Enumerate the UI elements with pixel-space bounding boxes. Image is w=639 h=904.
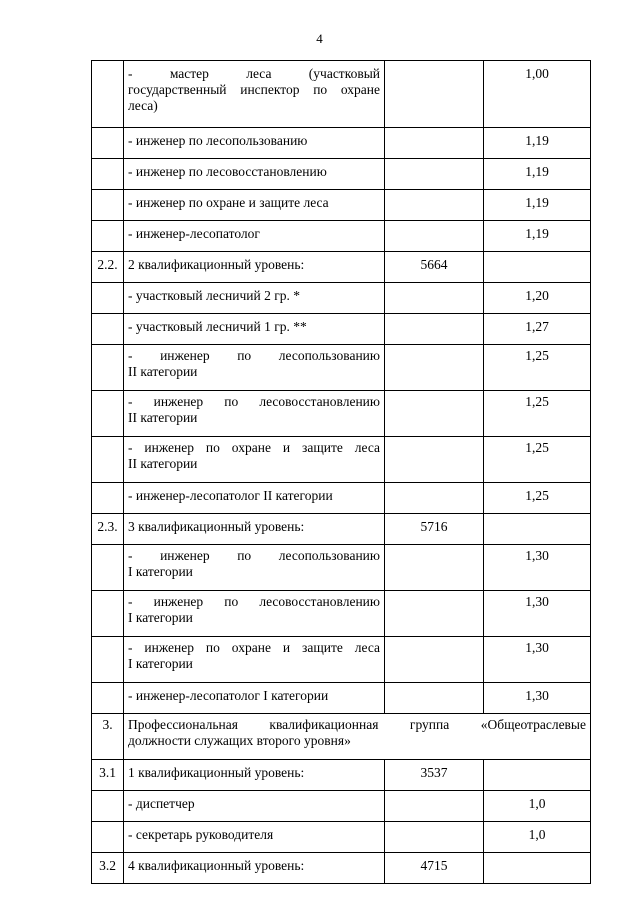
position-name-line: - инженер-лесопатолог I категории — [128, 688, 329, 703]
coefficient-cell: 1,0 — [484, 822, 591, 853]
salary-cell: 4715 — [385, 853, 484, 884]
position-name-cell — [124, 591, 385, 637]
position-name-cell — [124, 637, 385, 683]
salary-cell — [385, 283, 484, 314]
table-row — [92, 314, 591, 345]
table-row — [92, 637, 591, 683]
row-number-cell — [92, 637, 124, 683]
position-name-line: I категории — [128, 610, 193, 625]
coefficient-cell: 1,19 — [484, 190, 591, 221]
position-name-line: 4 квалификационный уровень: — [128, 858, 305, 873]
table-row — [92, 190, 591, 221]
position-name-cell — [124, 128, 385, 159]
salary-cell — [385, 221, 484, 252]
salary-cell — [385, 345, 484, 391]
position-name-line: - участковый лесничий 2 гр. * — [128, 288, 300, 303]
salary-cell — [385, 683, 484, 714]
table-row — [92, 591, 591, 637]
coefficient-cell: 1,25 — [484, 483, 591, 514]
position-name-cell — [124, 61, 385, 128]
coefficient-cell — [484, 252, 591, 283]
position-name-line: - инженер по лесовосстановлению — [128, 594, 380, 609]
position-name-line: - участковый лесничий 1 гр. ** — [128, 319, 307, 334]
coefficient-cell — [484, 760, 591, 791]
row-number-cell: 2.3. — [92, 514, 124, 545]
coefficient-cell: 1,25 — [484, 437, 591, 483]
table-row — [92, 760, 591, 791]
position-name-line: - инженер по лесопользованию — [128, 133, 308, 148]
coefficient-cell: 1,19 — [484, 221, 591, 252]
row-number-cell — [92, 61, 124, 128]
table-row — [92, 822, 591, 853]
coefficient-cell: 1,30 — [484, 591, 591, 637]
position-name-cell — [124, 514, 385, 545]
position-name-cell — [124, 683, 385, 714]
salary-cell: 3537 — [385, 760, 484, 791]
coefficient-cell: 1,0 — [484, 791, 591, 822]
position-name-line: II категории — [128, 364, 198, 379]
coefficient-cell: 1,30 — [484, 545, 591, 591]
position-name-line: леса) — [128, 98, 158, 113]
coefficient-cell: 1,30 — [484, 683, 591, 714]
salary-cell — [385, 545, 484, 591]
row-number-cell: 3. — [92, 714, 124, 760]
position-name-line: I категории — [128, 656, 193, 671]
table-row — [92, 128, 591, 159]
coefficient-cell — [484, 853, 591, 884]
coefficient-cell — [484, 514, 591, 545]
position-name-cell — [124, 545, 385, 591]
row-number-cell — [92, 190, 124, 221]
row-number-cell: 2.2. — [92, 252, 124, 283]
position-name-cell — [124, 314, 385, 345]
row-number-cell — [92, 822, 124, 853]
coefficient-cell: 1,19 — [484, 159, 591, 190]
position-name-cell — [124, 345, 385, 391]
position-name-line: - инженер по лесовосстановлению — [128, 164, 327, 179]
salary-cell — [385, 437, 484, 483]
position-name-line: - диспетчер — [128, 796, 195, 811]
row-number-cell — [92, 345, 124, 391]
row-number-cell: 3.1 — [92, 760, 124, 791]
salary-cell — [385, 483, 484, 514]
row-number-cell — [92, 591, 124, 637]
table-row — [92, 514, 591, 545]
position-name-line: должности служащих второго уровня» — [128, 733, 351, 748]
table-row — [92, 159, 591, 190]
row-number-cell — [92, 159, 124, 190]
row-number-cell — [92, 483, 124, 514]
position-name-cell — [124, 760, 385, 791]
salary-cell: 5664 — [385, 252, 484, 283]
salary-cell — [385, 822, 484, 853]
row-number-cell — [92, 545, 124, 591]
row-number-cell — [92, 128, 124, 159]
position-name-line: - инженер по лесовосстановлению — [128, 394, 380, 409]
row-number-cell — [92, 283, 124, 314]
position-name-line: I категории — [128, 564, 193, 579]
coefficient-cell: 1,25 — [484, 391, 591, 437]
table-row — [92, 791, 591, 822]
table-row — [92, 437, 591, 483]
coefficient-cell: 1,20 — [484, 283, 591, 314]
row-number-cell: 3.2 — [92, 853, 124, 884]
position-name-cell — [124, 483, 385, 514]
position-name-line: - инженер по лесопользованию — [128, 348, 380, 363]
coefficient-cell: 1,25 — [484, 345, 591, 391]
salary-cell — [385, 128, 484, 159]
salary-cell: 5716 — [385, 514, 484, 545]
table-row — [92, 221, 591, 252]
position-name-cell — [124, 190, 385, 221]
row-number-cell — [92, 683, 124, 714]
row-number-cell — [92, 314, 124, 345]
position-name-cell — [124, 714, 591, 760]
table-row — [92, 683, 591, 714]
position-name-cell — [124, 437, 385, 483]
position-name-line: - инженер-лесопатолог II категории — [128, 488, 333, 503]
table-row — [92, 483, 591, 514]
row-number-cell — [92, 791, 124, 822]
salary-cell — [385, 61, 484, 128]
position-name-cell — [124, 283, 385, 314]
salary-cell — [385, 314, 484, 345]
page-number: 4 — [316, 31, 323, 46]
position-name-line: 2 квалификационный уровень: — [128, 257, 305, 272]
position-name-line: - инженер-лесопатолог — [128, 226, 260, 241]
qualification-table — [91, 60, 591, 884]
table-row — [92, 283, 591, 314]
table-row — [92, 714, 591, 760]
table-row — [92, 545, 591, 591]
position-name-line: - секретарь руководителя — [128, 827, 274, 842]
position-name-cell — [124, 822, 385, 853]
position-name-line: - инженер по лесопользованию — [128, 548, 380, 563]
row-number-cell — [92, 437, 124, 483]
position-name-cell — [124, 221, 385, 252]
position-name-line: - инженер по охране и защите леса — [128, 195, 329, 210]
position-name-line: 3 квалификационный уровень: — [128, 519, 305, 534]
position-name-line: Профессиональная квалификационная группа «Общеотраслевые — [128, 717, 586, 732]
salary-cell — [385, 159, 484, 190]
position-name-line: государственный инспектор по охране — [128, 82, 380, 97]
position-name-cell — [124, 791, 385, 822]
position-name-line: 1 квалификационный уровень: — [128, 765, 305, 780]
coefficient-cell: 1,19 — [484, 128, 591, 159]
table-row — [92, 853, 591, 884]
coefficient-cell: 1,00 — [484, 61, 591, 128]
table-body — [92, 61, 591, 884]
salary-cell — [385, 391, 484, 437]
salary-cell — [385, 791, 484, 822]
salary-cell — [385, 637, 484, 683]
coefficient-cell: 1,30 — [484, 637, 591, 683]
position-name-cell — [124, 252, 385, 283]
table-row — [92, 252, 591, 283]
salary-cell — [385, 190, 484, 221]
position-name-line: - инженер по охране и защите леса — [128, 640, 380, 655]
table-row — [92, 345, 591, 391]
salary-cell — [385, 591, 484, 637]
row-number-cell — [92, 221, 124, 252]
position-name-cell — [124, 853, 385, 884]
table-row — [92, 61, 591, 128]
position-name-cell — [124, 159, 385, 190]
position-name-line: - инженер по охране и защите леса — [128, 440, 380, 455]
position-name-line: - мастер леса (участковый — [128, 66, 380, 81]
position-name-line: II категории — [128, 410, 198, 425]
position-name-cell — [124, 391, 385, 437]
coefficient-cell: 1,27 — [484, 314, 591, 345]
position-name-line: II категории — [128, 456, 198, 471]
row-number-cell — [92, 391, 124, 437]
table-row — [92, 391, 591, 437]
